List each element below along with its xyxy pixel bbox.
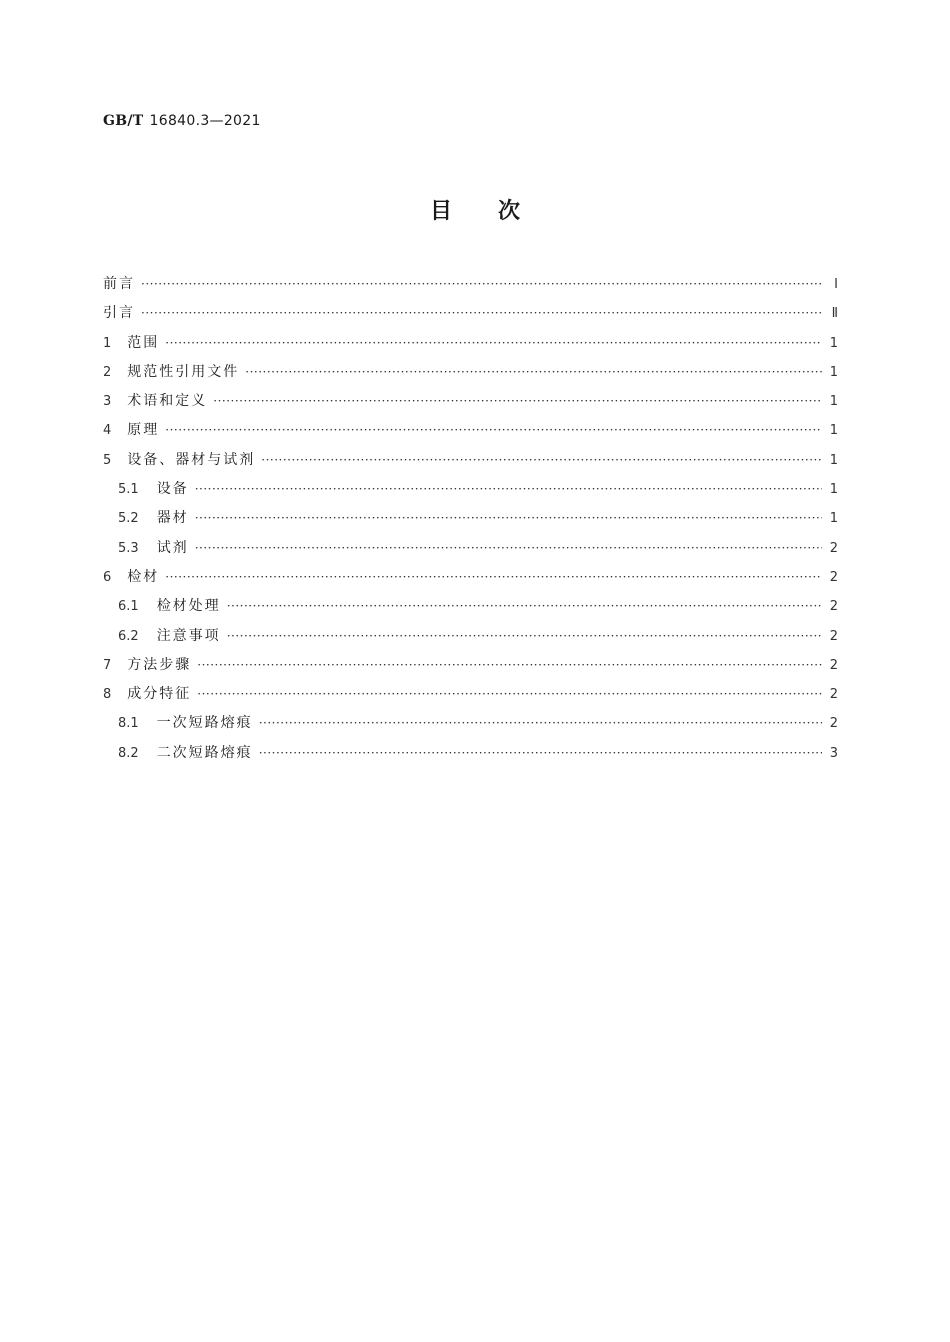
toc-entry[interactable]: [103, 563, 838, 592]
toc-entry[interactable]: [103, 504, 838, 533]
toc-entry-label: 引言: [103, 305, 135, 322]
toc-entry-number: 8.1: [118, 716, 139, 732]
toc-leader-dots: [245, 358, 822, 387]
toc-entry-page: 2: [829, 569, 838, 585]
toc-entry[interactable]: [103, 739, 838, 768]
toc-leader-dots: [259, 709, 822, 738]
toc-entry-page: 1: [829, 452, 838, 468]
toc-entry-label: 规范性引用文件: [127, 363, 240, 380]
toc-entry-page: 2: [829, 657, 838, 673]
toc-leader-dots: [195, 534, 822, 563]
standard-number: 16840.3—2021: [149, 113, 261, 129]
toc-entry-page: 3: [829, 745, 838, 761]
toc-entry-page: Ⅱ: [831, 306, 838, 322]
standard-code: [103, 113, 261, 129]
toc-entry-number: 5: [103, 452, 112, 468]
toc-entry-number: 2: [103, 364, 112, 380]
toc-entry-number: 8: [103, 687, 112, 703]
toc-entry-number: 4: [103, 423, 112, 439]
toc-entry-label: 原理: [127, 422, 160, 439]
toc-entry[interactable]: [103, 680, 838, 709]
toc-leader-dots: [259, 739, 822, 768]
toc-entry[interactable]: [103, 446, 838, 475]
toc-leader-dots: [165, 329, 822, 358]
toc-entry-page: 1: [829, 335, 838, 351]
toc-entry-number: 3: [103, 394, 112, 410]
toc-leader-dots: [227, 592, 822, 621]
toc-entry-label: 前言: [103, 276, 135, 292]
toc-entry-page: 1: [829, 511, 838, 527]
toc-leader-dots: [197, 651, 822, 680]
toc-leader-dots: [197, 680, 822, 709]
toc-entry-label: 设备、器材与试剂: [127, 451, 256, 468]
toc-entry-number: 7: [103, 657, 112, 673]
toc-entry-page: 2: [829, 716, 838, 732]
standard-prefix: GB/T: [103, 113, 144, 129]
toc-entry-page: 2: [829, 628, 838, 644]
toc-entry[interactable]: [103, 592, 838, 621]
toc-entry-page: 2: [829, 687, 838, 703]
toc-entry[interactable]: [103, 270, 838, 299]
toc-entry-number: 1: [103, 335, 112, 351]
toc-entry-number: 5.3: [118, 540, 139, 556]
toc-entry-page: 2: [829, 599, 838, 615]
toc-entry-label: 一次短路熔痕: [156, 715, 253, 732]
toc-entry-page: 1: [829, 423, 838, 439]
toc-entry-label: 检材处理: [156, 598, 221, 615]
toc-entry-label: 二次短路熔痕: [156, 744, 253, 761]
toc-entry-page: 1: [829, 364, 838, 380]
toc-entry-page: 2: [829, 540, 838, 556]
toc-leader-dots: [195, 475, 822, 504]
toc-leader-dots: [213, 387, 822, 416]
toc-leader-dots: [261, 446, 822, 475]
toc-entry-label: 成分特征: [127, 686, 192, 703]
toc-entry-number: 5.2: [118, 511, 139, 527]
toc-entry[interactable]: [103, 622, 838, 651]
toc-entry-label: 器材: [156, 510, 189, 527]
toc-entry[interactable]: [103, 651, 838, 680]
toc-entry[interactable]: [103, 299, 838, 328]
toc-leader-dots: [165, 563, 822, 592]
toc-entry[interactable]: [103, 416, 838, 445]
toc-entry-label: 设备: [156, 481, 189, 498]
toc-leader-dots: [141, 270, 822, 299]
toc-entry-page: Ⅰ: [834, 277, 838, 292]
toc-leader-dots: [141, 299, 822, 328]
toc-entry-number: 8.2: [118, 745, 139, 761]
toc-entry-label: 检材: [127, 568, 160, 585]
toc-entry-number: 5.1: [118, 482, 139, 498]
toc-entry-page: 1: [829, 394, 838, 410]
toc-entry[interactable]: [103, 475, 838, 504]
toc-entry-page: 1: [829, 482, 838, 498]
toc-entry-label: 术语和定义: [127, 393, 208, 410]
toc-leader-dots: [195, 504, 822, 533]
toc-entry-number: 6.2: [118, 628, 139, 644]
toc-entry-label: 方法步骤: [127, 656, 192, 673]
table-of-contents: [103, 270, 838, 768]
toc-entry[interactable]: [103, 329, 838, 358]
toc-entry[interactable]: [103, 709, 838, 738]
toc-entry-number: 6: [103, 569, 112, 585]
page-title: 目次: [429, 199, 566, 224]
toc-leader-dots: [165, 416, 822, 445]
toc-leader-dots: [227, 622, 822, 651]
toc-entry[interactable]: [103, 534, 838, 563]
toc-entry-label: 注意事项: [156, 627, 221, 644]
toc-entry[interactable]: [103, 358, 838, 387]
toc-entry-number: 6.1: [118, 599, 139, 615]
toc-entry-label: 试剂: [156, 539, 189, 556]
toc-entry-label: 范围: [127, 334, 160, 351]
toc-entry[interactable]: [103, 387, 838, 416]
